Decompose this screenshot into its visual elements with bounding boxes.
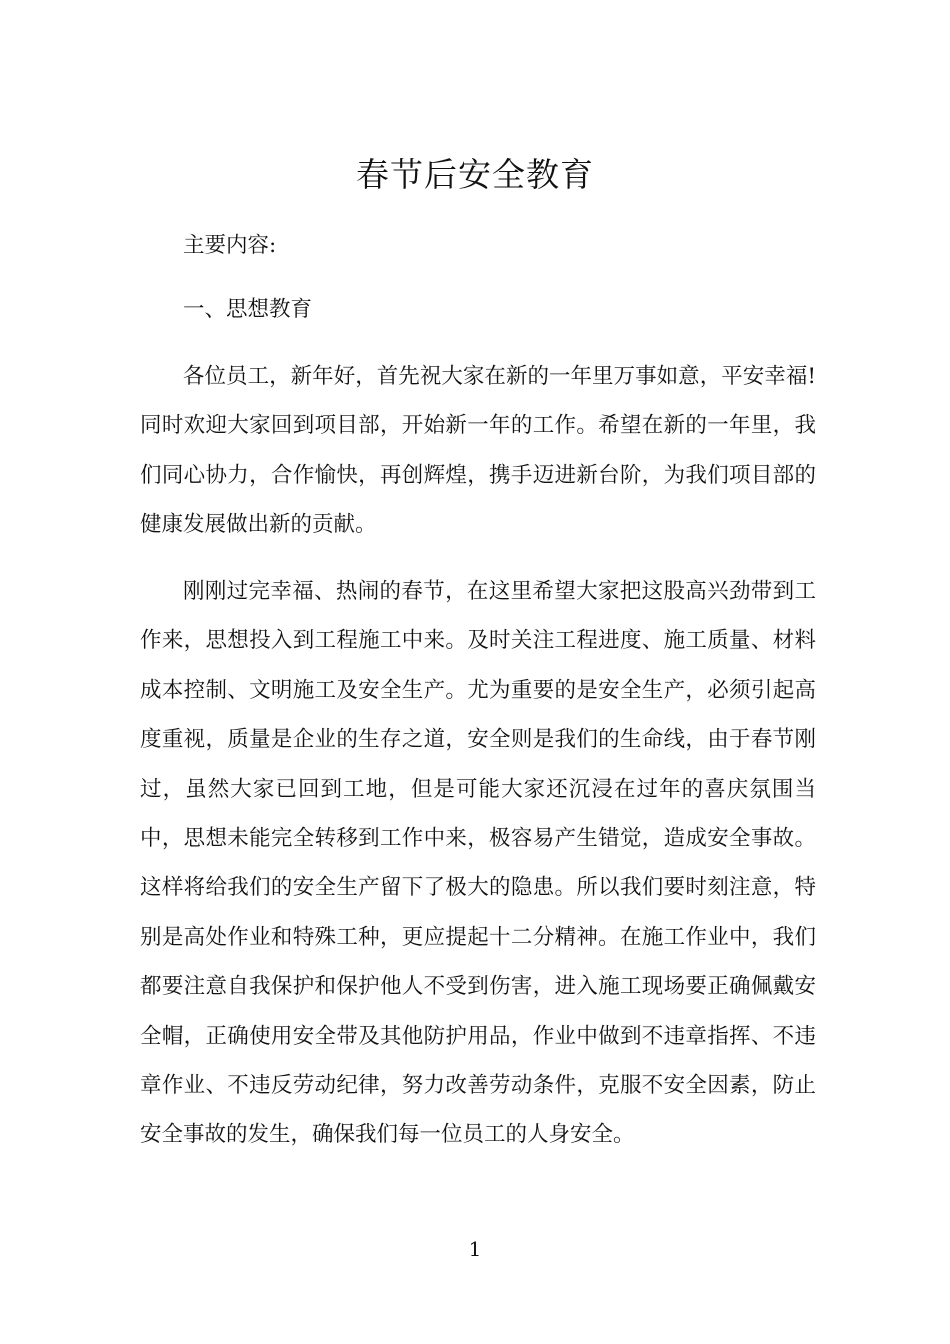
document-title: 春节后安全教育 <box>356 155 594 194</box>
paragraph-greeting: 各位员工，新年好，首先祝大家在新的一年里万事如意，平安幸福!同时欢迎大家回到项目部，开始新一年的工作。希望在新的一年里，我们同心协力，合作愉快，再创辉煌，携手迈进新台阶，为我们项目部的健康发展做出新的贡献。 <box>140 364 816 538</box>
paragraph-safety: 刚刚过完幸福、热闹的春节，在这里希望大家把这股高兴劲带到工作来，思想投入到工程施工中来。及时关注工程进度、施工质量、材料成本控制、文明施工及安全生产。尤为重要的是安全生产，必须引起高度重视，质量是企业的生存之道，安全则是我们的生命线，由于春节刚过，虽然大家已回到工地，但是可能大家还沉浸在过年的喜庆氛围当中，思想未能完全转移到工作中来，极容易产生错觉，造成安全事故。这样将给我们的安全生产留下了极大的隐患。所以我们要时刻注意，特别是高处作业和特殊工种，更应提起十二分精神。在施工作业中，我们都要注意自我保护和保护他人不受到伤害，进入施工现场要正确佩戴安全帽，正确使用安全带及其他防护用品，作业中做到不违章指挥、不违章作业、不违反劳动纪律，努力改善劳动条件，克服不安全因素，防止安全事故的发生，确保我们每一位员工的人身安全。 <box>140 579 816 1148</box>
page-number: 1 <box>468 1237 482 1261</box>
section-heading: 一、思想教育 <box>183 297 313 322</box>
main-content-label: 主要内容: <box>183 233 277 258</box>
